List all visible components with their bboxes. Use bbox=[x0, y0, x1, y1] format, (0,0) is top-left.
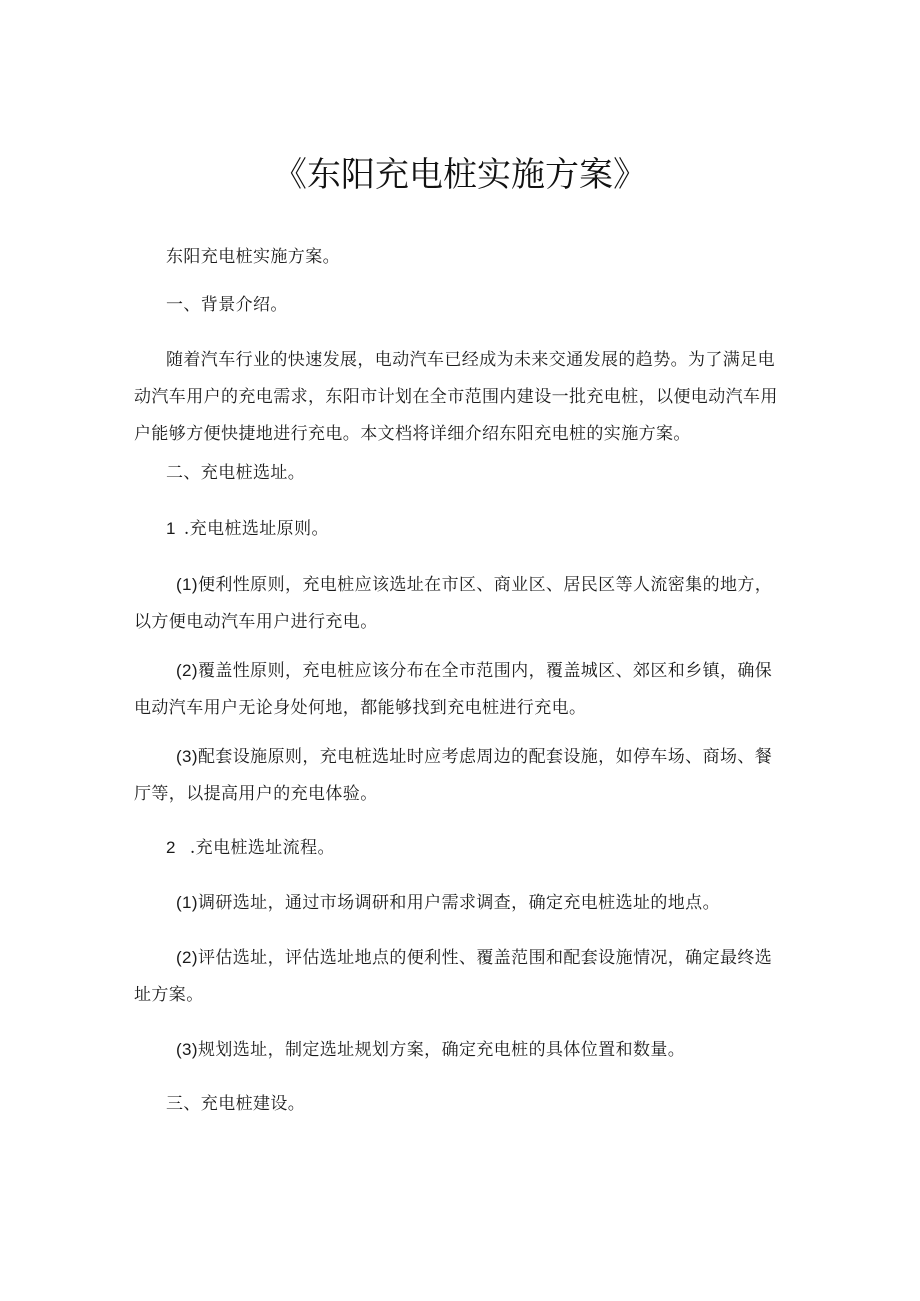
document-title: 《东阳充电桩实施方案》 bbox=[273, 155, 647, 195]
subheading-selection-process bbox=[134, 829, 784, 867]
paragraph-evaluate-selection bbox=[134, 939, 784, 1014]
paragraph-survey-selection bbox=[134, 884, 784, 922]
item-text: 规划选址，制定选址规划方案，确定充电桩的具体位置和数量。 bbox=[197, 1040, 686, 1060]
section-heading-construction: 三、充电桩建设。 bbox=[166, 1094, 306, 1114]
item-text: 覆盖性原则，充电桩应该分布在全市范围内，覆盖城区、郊区和乡镇，确保电动汽车用户无论身处何地，都能够找到充电桩进行充电。 bbox=[134, 661, 773, 718]
item-number: 2 bbox=[166, 838, 176, 857]
paragraph-background: 随着汽车行业的快速发展，电动汽车已经成为未来交通发展的趋势。为了满足电动汽车用户的充电需求，东阳市计划在全市范围内建设一批充电桩，以便电动汽车用户能够方便快捷地进行充电。本文档将详细介绍东阳充电桩的实施方案。 bbox=[134, 350, 778, 444]
item-text: 配套设施原则，充电桩选址时应考虑周边的配套设施，如停车场、商场、餐厅等，以提高用户的充电体验。 bbox=[134, 747, 773, 804]
item-number: (2) bbox=[176, 948, 198, 967]
item-text: 评估选址，评估选址地点的便利性、覆盖范围和配套设施情况，确定最终选址方案。 bbox=[134, 948, 773, 1005]
item-text: 便利性原则，充电桩应该选址在市区、商业区、居民区等人流密集的地方，以方便电动汽车用户进行充电。 bbox=[134, 575, 773, 632]
paragraph-coverage-principle bbox=[134, 652, 784, 727]
paragraph-plan-selection bbox=[134, 1031, 784, 1069]
paragraph-doc-name: 东阳充电桩实施方案。 bbox=[166, 247, 340, 267]
item-number: (1) bbox=[176, 893, 198, 912]
item-text: .充电桩选址流程。 bbox=[189, 838, 335, 858]
paragraph-convenience-principle bbox=[134, 566, 784, 641]
paragraph-facilities-principle bbox=[134, 738, 784, 813]
item-number: (2) bbox=[176, 661, 198, 680]
item-number: 1 bbox=[166, 519, 176, 538]
section-heading-site-selection: 二、充电桩选址。 bbox=[166, 463, 306, 483]
item-number: (3) bbox=[176, 1040, 198, 1059]
section-heading-background: 一、背景介绍。 bbox=[166, 295, 288, 315]
item-number: (3) bbox=[176, 747, 198, 766]
item-text: 调研选址，通过市场调研和用户需求调查，确定充电桩选址的地点。 bbox=[197, 893, 720, 913]
item-text: .充电桩选址原则。 bbox=[183, 519, 329, 539]
item-number: (1) bbox=[176, 575, 198, 594]
subheading-selection-principles bbox=[134, 510, 784, 548]
